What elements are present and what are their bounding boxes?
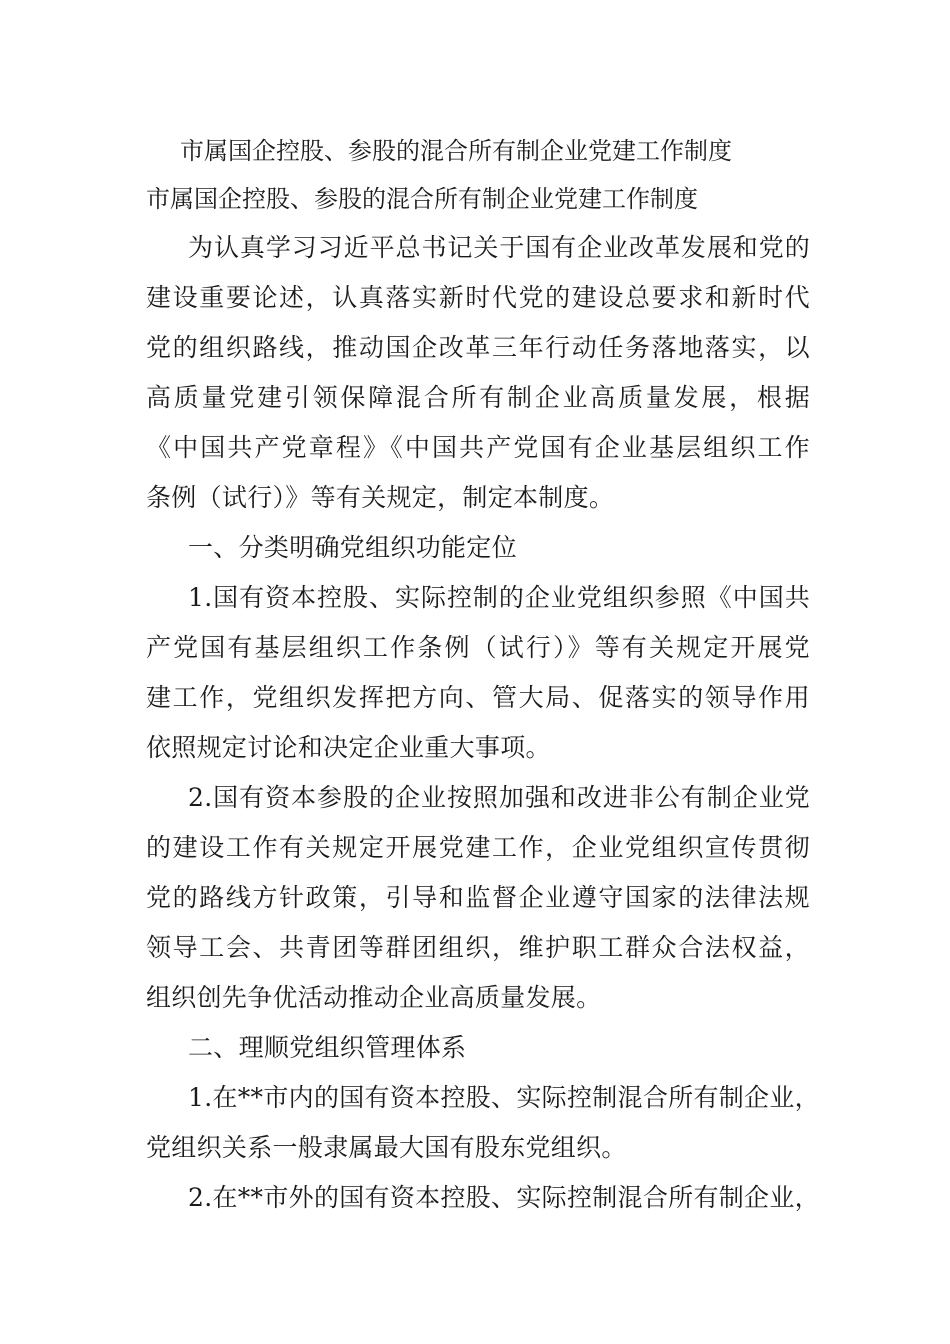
text-line: 党的组织路线，推动国企改革三年行动任务落地落实，以 bbox=[146, 333, 810, 362]
text-line: 高质量党建引领保障混合所有制企业高质量发展，根据 bbox=[146, 383, 810, 412]
text-line: 党组织关系一般隶属最大国有股东党组织。 bbox=[146, 1133, 627, 1162]
text-line: 为认真学习习近平总书记关于国有企业改革发展和党的 bbox=[188, 233, 810, 262]
text-line: 2.在**市外的国有资本控股、实际控制混合所有制企业， bbox=[188, 1183, 820, 1212]
text-line: 《中国共产党章程》《中国共产党国有企业基层组织工作 bbox=[146, 433, 810, 462]
section-2-item-2 bbox=[146, 1173, 820, 1223]
text-line: 组织创先争优活动推动企业高质量发展。 bbox=[146, 983, 602, 1012]
section-2-item-1 bbox=[146, 1073, 820, 1173]
text-line: 的建设工作有关规定开展党建工作，企业党组织宣传贯彻 bbox=[146, 833, 810, 862]
section-2-heading: 二、理顺党组织管理体系 bbox=[188, 1033, 467, 1062]
section-1-item-1 bbox=[146, 573, 810, 773]
text-line: 依照规定讨论和决定企业重大事项。 bbox=[146, 733, 551, 762]
text-line: 1.国有资本控股、实际控制的企业党组织参照《中国共 bbox=[188, 583, 810, 612]
text-line: 1.在**市内的国有资本控股、实际控制混合所有制企业， bbox=[188, 1083, 820, 1112]
document-title-line-1: 市属国企控股、参股的混合所有制企业党建工作制度 bbox=[180, 137, 732, 165]
text-line: 建工作，党组织发挥把方向、管大局、促落实的领导作用 bbox=[146, 683, 810, 712]
text-line: 建设重要论述，认真落实新时代党的建设总要求和新时代 bbox=[146, 283, 810, 312]
intro-paragraph bbox=[146, 223, 810, 523]
document-page bbox=[146, 127, 820, 1223]
text-line: 领导工会、共青团等群团组织，维护职工群众合法权益， bbox=[146, 933, 810, 962]
section-1-heading: 一、分类明确党组织功能定位 bbox=[188, 533, 517, 562]
text-line: 产党国有基层组织工作条例（试行）》等有关规定开展党 bbox=[146, 633, 810, 662]
document-title-line-2: 市属国企控股、参股的混合所有制企业党建工作制度 bbox=[146, 185, 698, 213]
section-1-item-2 bbox=[146, 773, 810, 1023]
text-line: 条例（试行）》等有关规定，制定本制度。 bbox=[146, 483, 615, 512]
text-line: 党的路线方针政策，引导和监督企业遵守国家的法律法规 bbox=[146, 883, 810, 912]
text-line: 2.国有资本参股的企业按照加强和改进非公有制企业党 bbox=[188, 783, 810, 812]
